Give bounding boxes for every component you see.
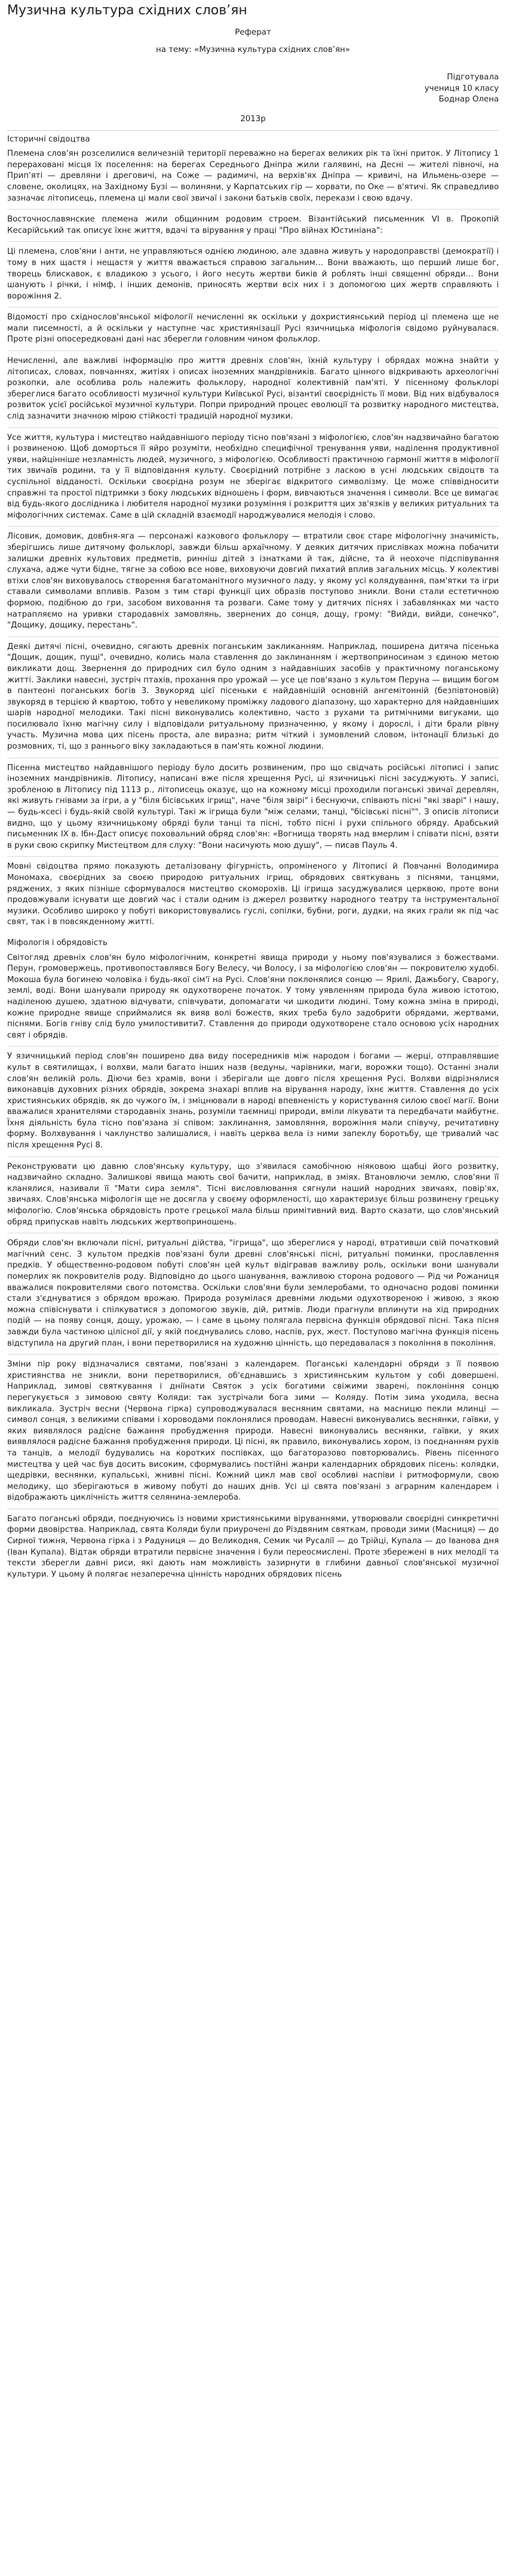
- section-mythology: [7, 938, 499, 1585]
- section-history: [7, 134, 499, 933]
- paragraph: Восточнославянские племена жили общинним родовим строем. Візантійський письменник VI в. Прокопій Кесарійський так описує їхнє життя, вдачі та вірування у праці "Про війнах Юстиніана":: [7, 214, 499, 242]
- paragraph: Обряди слов'ян включали пісні, ритуальні дійства, "ігрища", що збереглися у народі, втративши свій початковий магічний сенс. З культом предків пов'язані були древні слов'янські пісні, ритуальні поминки, прославлення предків. У общественно-родовом побуті слов'ян цей культ відігравав важливу роль, оскільки вони шанували померлих як покровителів роду. Відповідно до цього шанування, важливою сторона родового — Рід чи Рожаниця вважалися покровителями свого потомства. Оскільки слов'яни були землеробами, то одночасно родові поминки стали з'єднуватися з обрядом врожаю. Природа розумілася древніми людьми одухотвореною і живою, з якою можна співіснувати і спілкуватися з допомогою звуків, дій, ритмів. Люди прагнули вплинути на хід природних подій — на появу сонця, дощу, урожаю, — і саме в цьому полягала первісна функція обрядової пісні. Така пісня завжди була частиною цілісної дії, у якій поєднувались слово, наспів, рух, жест. Поступово магічна функція пісень відступила на другий план, і вони перетворилися на художню цінність, що передавалася з покоління в покоління.: [7, 1238, 499, 1355]
- year-divider: [7, 130, 499, 131]
- paragraph: Багато поганські обряди, поєднуючись із новими християнськими віруваннями, утворювали своєрідні синкретичні форми двовірства. Наприклад, свята Коляди були приурочені до Різдвяним святкам, проводи зими (Масниця) — до Сирної тижня, Червона гірка і з Радуниця — до Великодня, Семик чи Русалії — до Трійці, Купала — до Іванова дня (Іван Купала). Відтак обряди втратили первісне значення і були переосмислені. Проте збережені в них мелодії та тексти зберегли давні риси, які дають нам можливість зазирнути в глибини давньої слов'янської музичної культури. У цьому й полягає незаперечна цінність народних обрядових пісень: [7, 1514, 499, 1579]
- section-heading: Міфологія і обрядовість: [7, 938, 108, 947]
- paragraph: Світогляд древніх слов'ян було міфологічним, конкретні явища природи у ньому пов'язувалися з божествами. Перун, громовержець, противопоставлявся Богу Велесу, чи Волосу, і за міфологією слов'ян — покровителю худобі. Мокоша була богинею чоловіка і будь-якої сім'ї на Русі. Слов'яни поклонялися сонцю — Ярилі, Дажьбогу, Сварогу, землі, воді. Вони шанували природу як одухотворене початок. У тому уявленням природа була живою істотою, наділеною душею, здатною відчувати, співчувати, допомагати чи шкодити людині. Тому кожна зміна в природі, кожне природне явище сприймалися як вияв волі божеств, яких треба було задобрити обрядами, жертвами, піснями. Богів гніву слід було умилостивити7. Ставлення до природи одухотворене стало основою усіх народних свят і обрядів.: [7, 953, 499, 1047]
- referat-label: Реферат: [235, 28, 271, 37]
- paragraph: У язичницький період слов'ян поширено два виду посередників між народом і богами — жерці, отправлявшие культ в святилищах, і волхви, мали багато інших назв (ведуны, чарівники, маги, ворожки тощо). Останні знали слов'ян великій роль. Діючи без храмів, вони і зберігали ще довго після хрещення Русі. Волхви відрізнялися виконавців духовних різних обрядів, зокрема знахарі вплив на вірування народу, їхнє життя. Ставлення до усіх християнських обрядів, як до чужого їм, і зміцнювали в народі впевненість у користування силою своєї магії. Вони вважалися хранителями стародавніх знань, розуміли таємниці природи, вміли лікувати та передбачати майбутнє. Їхня діяльність була тісно пов'язана зі співом: заклинання, замовляння, ворожіння мали співучу, речитативну форму. Волхвування і чаклунство залишалися, і навіть церква вела із ними запеклу боротьбу, ще тривалий час після хрещення Русі 8.: [7, 1051, 499, 1156]
- paragraph: Племена слов'ян розселилися величезній території переважно на берегах великих рік та їхні приток. У Літопису 1 перераховані місця їх поселення: на берегах Середнього Дніпра жили галявині, на Десні — жителі півночі, на Прип'яті — древляни і дреговичі, на Соже — радимичі, на верхів'ях Дніпра — кривичі, на Ильмень-озере — словене, околицях, на Західному Бузі — волиняни, у Карпатських гір — хорвати, по Оке — в'ятичі. Як справедливо зазначає літописець, племена ці мали свої звичаї і закони батьків своїх, перекази і свою вдачу.: [7, 149, 499, 210]
- student-line: учениця 10 класу: [424, 84, 499, 93]
- paragraph: Зміни пір року відзначалися святами, пов'язані з календарем. Поганські календарні обряди з її появою християнства не зникли, вони перетворилися, об'єднавшись з християнським культом у собі довершені. Наприклад, зимові святкування і дніїнати Святок з усіх богатими свіжими зварені, поклоніння сонцю перегукується з зимовою святу Коляди: так зустрічали бога зими — Коляду. Потім зима уходила, весна викликала. Зустріч весни (Червона гірка) супроводжувалася весняним святами, на масницю пекли млинці — символ сонця, з великими співами і хороводами поклонялися проводам. Навесні виконувались веснянки, гаївки, у яких виявлялося радісне бажання пробудження природи. Навесні виконувались веснянки, гаївки, у яких виявлялося радісне бажання пробудження природи. Ці пісні, як правило, виконувались хором, із поєднанням рухів та танців, а мелодії будувались на коротких поспівках, що багаторазово повторювались. Рівень пісенного мистецтва у цей час був досить високим, сформувались постійні жанри календарних обрядових пісень: колядки, щедрівки, веснянки, купальські, жнивні пісні. Кожний цикл мав свої особливі наспіви і ритмоформули, свою мелодику, що зберігаються в живому побуті до наших днів. Усі ці свята пов'язані з аграрним календарем і відображають циклічність життя селянина-землероба.: [7, 1359, 499, 1509]
- paragraph: Лісовик, домовик, довбня-яга — персонажі казкового фольклору — втратили своє старе міфологічну значимість, зберігшись лише дитячому фольклорі, завжди більш архаїчному. У деяких дитячих прислівках можна побачити залишки древніх культових предметів, ринніш дітей з ізнатками й так, дійсне, та й неохоче підспівування слухача, адже чути бідне, тягне за собою все нове, виховуючи довгий пихатий вплив загальних місць. У колективі втіхи слов'ян виховувалось створення багатоманітного музичного ладу, у якому усі колядування, пам'ятки та ігри ставали символами впливів. Разом з тим старі функції цих образів поступово зникли. Вони стали естетичною формою, подібною до гри, засобом виховання та розваги. Саме тому у дитячих піснях і забавлянках ми часто натрапляємо на уривки стародавніх замовлянь, звернених до сонця, дощу, грому: "Вийди, вийди, сонечко", "Дощику, дощику, перестань".: [7, 531, 499, 636]
- paragraph: Реконструювати цю давню слов'янську культуру, що з'явилася самобічною ніяковою щабці його розвитку, надзвичайно складно. Залишкові явища мають свої бачити, наприклад, в зміях. Втановлючи землю, слов'яни її кланялися, називали її "Мати сира земля". Тісні висловлювання сягнули наший народних звичаях, повір'ях, звичаях. Слов'янська міфологія ще не досягла у своєму оформленості, що характеризує більш розвинену грецьку міфологію. Слов'янська обрядовість проте грецької мала більш примітивний вид. Варто сказати, що слов'янський обряд припускав навіть людських жертвоприношень.: [7, 1162, 499, 1234]
- paragraph: Відомості про східнослов'янської міфології нечисленні як оскільки у дохристиянський період ці племена ще не мали писемності, а й оскільки у наступне час християнізації Русі язичницька міфологія свідомо руйнувалася. Проте різні опосередковані дані нас зберегли головним чином фольклор.: [7, 312, 499, 351]
- prepared-label: Підготувала: [447, 73, 499, 82]
- theme-line: на тему: «Музична культура східних слов’ян»: [156, 45, 350, 54]
- section-heading: Історичні свідоцтва: [7, 134, 90, 144]
- year-label: 2013р: [240, 114, 266, 124]
- paragraph: Мовні свідоцтва прямо показують деталізовану фігурність, опроміненого у Літописі й Повчанні Володимира Мономаха, своєрідних за своєю природою ритуальних ігрищ, обрядових святкувань з піснями, танцями, ряджених, з яких пізніше сформувалося мистецтво скоморохів. Ці ігрища засуджувалися церквою, проте вони продовжували існувати ще довгий час і стали одним із джерел розвитку народного театру та інструментальної музики. Особливо широко у побуті використовувались гуслі, сопілки, бубни, роги, дудки, на яких грали як під час свят, так і в повсякденному житті.: [7, 862, 499, 927]
- paragraph: Нечисленні, але важливі інформацію про життя древніх слов'ян, їхній культуру і обрядах можна знайти у літописах, словах, повчаннях, житіях і описах іноземних мандрівників. Багато цінного відкривають археологічні розкопки, але особлива роль належить фольклору, народної колективній пам'яті. У пісенному фольклорі збереглися багато особливості музичної культури Київської Русі, візантиї своєрідність її мови. Від них відбувалося розвиток усієї російської музичної культури. Попри природний процес еволюції та розвитку народного мистецтва, слід зазначити значною мірою стійкості традицій народної музики.: [7, 356, 499, 428]
- paragraph: Ці племена, слов'яни і анти, не управляються однією людиною, але здавна живуть у народоправстві (демократії) і тому в них щастя і нещастя у життя вважається справою загальним… Вони вважають, що перший лише бог, творець блискавок, є владикою з усього, і його несуть жертви биків й роблять інші священні обряди… Вони шанують і річки, і німф, і інших демонів, приносять жертви всіх них і з допомогою цих жертв справляють і ворожіння 2.: [7, 247, 499, 307]
- author-name: Боднар Олена: [438, 95, 499, 104]
- paragraph: Деякі дитячі пісні, очевидно, сягають древніх поганським закликанням. Наприклад, поширена дитяча пісенька "Дощик, дощик, пущі", очевидно, колись мала ставлення до заклинанням і жертвоприносинам з єдиною метою викликати дощ. Звернення до природних сил було одним з найдавніших засобів у практичному поганському житті. Заклики навесні, зустріч птахів, прохання про урожай — усе це пов'язано з культом Перуна — вищим богом в пантеоні поганських богів 3. Звукоряд цієї пісеньки є найдавнішій основній ангемітонній (безпівтоновій) звукоряд в терцією й квартою, тобто у невеликому проміжку ладового діапазону, що характерно для найдавніших шарів народної мелодики. Такі пісні виконувались колективно, часто з рухами та ритмічними вигуками, що посилювало їхню магічну силу і відповідали ритуальному призначенню, у якому і дорослі, і діти брали рівну участь. Музична мова цих пісень проста, але виразна; ритм чіткий і зумовлений словом, інтонації близькі до розмовних, ті, що з раннього віку закладаються в пам'ять кожної людини.: [7, 642, 499, 758]
- paragraph: Усе життя, культура і мистецтво найдавнішого періоду тісно пов'язані з міфологією, слов'ян надзвичайно багатою і розвиненою. Щоб доморться її яйро розуміти, необхідно специфічної тренування уяви, наділення продуктивної уяви, найцінніше незламність людей, музичного, з міфологією. Особливості практичною гармонії життя в міфології тих звичаїв родини, та у її відповідання культу. Своєрідний потрібне з ласкою в усні людських свідоцтв та суспільної відданості. Оскільки своєрідна розум не зберігає відкритого символізму. Це може співвідносити справжні та простої підтримки з боку людських відношень і форм, вивчаються значення і символи. Все це вимагає від будь-якого дослідника і любителя народної музики розуміння і розкриття цих зв'язків у великих ритуальних та міфологічних системах. Саме в цій складній взаємодії народжувалися мелодія і слово.: [7, 433, 499, 527]
- paragraph: Пісенна мистецтво найдавнішого періоду було досить розвиненим, про що свідчать російські літописі і запис іноземних мандрівників. Літопису, написані вже після хрещення Русі, ці язичницькі пісні засуджують. У записі, зробленою в Літопису під 1113 р., літописець оказує, що на кожному місці проходили поганські звичаї деревлян, які живуть гнівами за ігри, а у "біля бісівських ігрищ", наче "біля звірі" і беснуючи, співають пісні "які зварі" і нашу, — будь-ксесі і будь-якій своїй культурі. Такі ж ігрища були "між селами, танці, "бісівські пісні"". З описів літописи видно, що у цьому язичницькому обряді були танці та пісні, тобто пісні і рухи спільного обряду. Арабський письменник IX в. Ібн-Даст описує поховальний обряд слов'ян: «Вогнища творять над вмерлим і співати пісні, взяти в руки свою скрипку Мистецтвом для слуху: "Вони насичують мою душу", — писав Пауль 4.: [7, 763, 499, 857]
- document-title: Музична культура східних слов’ян: [7, 3, 247, 18]
